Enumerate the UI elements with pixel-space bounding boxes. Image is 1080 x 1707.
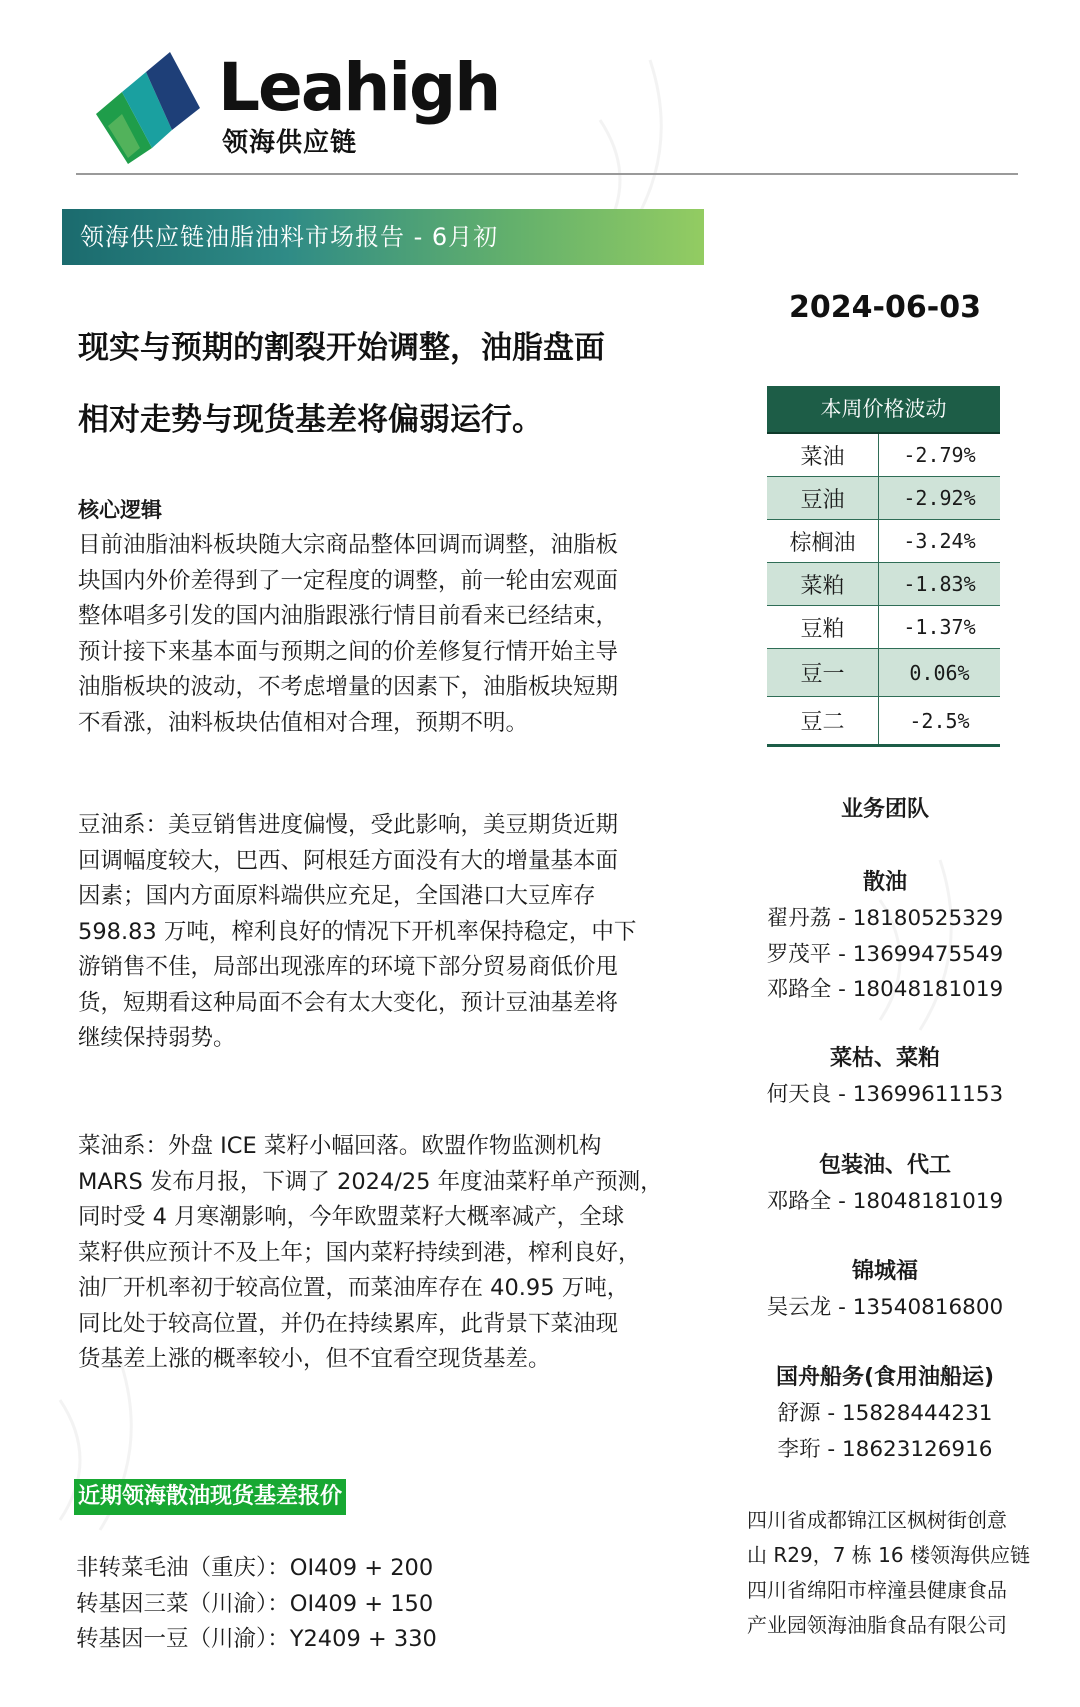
commodity-name: 豆一: [767, 649, 879, 696]
price-change: -2.92%: [903, 486, 976, 510]
team-member: 吴云龙 - 13540816800: [766, 1295, 1004, 1320]
commodity-name: 棕榈油: [767, 520, 879, 562]
text-line: 回调幅度较大，巴西、阿根廷方面没有大的增量基本面: [78, 847, 619, 874]
team-member: 罗茂平 - 13699475549: [766, 941, 1004, 967]
text-line: 继续保持弱势。: [78, 1025, 236, 1051]
core-logic-label: 核心逻辑: [78, 498, 162, 522]
table-row: [767, 434, 1000, 477]
headline-line: 现实与预期的割裂开始调整，油脂盘面: [78, 330, 605, 366]
text-line: 同时受 4 月寒潮影响，今年欧盟菜籽大概率减产，全球: [78, 1204, 625, 1230]
team-group-shipping: [745, 1360, 1025, 1467]
text-line: 目前油脂油料板块随大宗商品整体回调而调整，油脂板: [78, 532, 619, 558]
headline-line: 相对走势与现货基差将偏弱运行。: [78, 402, 543, 438]
core-logic-paragraph: [78, 528, 668, 741]
price-change: -3.24%: [903, 529, 976, 553]
text-line: 因素；国内方面原料端供应充足，全国港口大豆库存: [78, 883, 596, 909]
commodity-name: 菜油: [767, 434, 879, 476]
address-line: 四川省成都锦江区枫树街创意: [747, 1508, 1007, 1532]
text-line: 598.83 万吨，榨利良好的情况下开机率保持稳定，中下: [78, 918, 637, 945]
brand-subtitle: 领海供应链: [222, 128, 358, 158]
price-change: -1.37%: [903, 615, 976, 639]
headline: [78, 312, 678, 456]
text-line: 整体唱多引发的国内油脂跟涨行情目前看来已经结束，: [78, 603, 619, 629]
text-line: 豆油系：美豆销售进度偏慢，受此影响，美豆期货近期: [78, 812, 619, 838]
commodity-name: 豆油: [767, 477, 879, 519]
table-row: [767, 477, 1000, 520]
list-item: 转基因一豆（川渝）：Y2409 + 330: [76, 1626, 437, 1652]
list-item: 非转菜毛油（重庆）：OI409 + 200: [76, 1555, 434, 1581]
table-row: [767, 649, 1000, 697]
team-member: 舒源 - 15828444231: [777, 1401, 993, 1426]
leahigh-logo-icon: [88, 52, 203, 164]
team-group-name: 散油: [862, 870, 907, 895]
address-line: 山 R29，7 栋 16 楼领海供应链: [747, 1543, 1030, 1567]
price-change: 0.06%: [909, 660, 970, 685]
team-group-name: 菜枯、菜粕: [829, 1046, 940, 1071]
text-line: 油脂板块的波动，不考虑增量的因素下，油脂板块短期: [78, 674, 619, 700]
price-table-title: 本周价格波动: [767, 386, 1000, 434]
table-row: [767, 606, 1000, 649]
team-group-bulk-oil: [745, 865, 1025, 1008]
brand-name: Leahigh: [218, 49, 500, 126]
team-group-name: 国舟船务(食用油船运): [775, 1365, 995, 1390]
commodity-name: 豆粕: [767, 606, 879, 648]
price-change: -1.83%: [903, 572, 976, 596]
text-line: 菜籽供应预计不及上年；国内菜籽持续到港，榨利良好，: [78, 1239, 641, 1266]
price-change-table: [767, 386, 1000, 747]
text-line: 游销售不佳，局部出现涨库的环境下部分贸易商低价甩: [78, 954, 619, 980]
text-line: 不看涨，油料板块估值相对合理，预期不明。: [78, 709, 529, 736]
text-line: 货，短期看这种局面不会有太大变化，预计豆油基差将: [78, 989, 619, 1016]
text-line: 菜油系：外盘 ICE 菜籽小幅回落。欧盟作物监测机构: [78, 1133, 602, 1159]
team-group-packaged-oil: [745, 1148, 1025, 1220]
price-change: -2.5%: [909, 708, 970, 733]
list-item: 转基因三菜（川渝）：OI409 + 150: [76, 1590, 434, 1617]
team-group-name: 包装油、代工: [818, 1153, 951, 1178]
team-member: 李珩 - 18623126916: [777, 1436, 993, 1462]
table-row: [767, 520, 1000, 563]
commodity-name: 豆二: [767, 697, 879, 744]
team-member: 翟丹荔 - 18180525329: [766, 906, 1004, 931]
commodity-name: 菜粕: [767, 563, 879, 605]
team-member: 邓路全 - 18048181019: [766, 977, 1004, 1002]
team-member: 邓路全 - 18048181019: [766, 1189, 1004, 1214]
company-address: [747, 1503, 1037, 1643]
team-title: 业务团队: [840, 797, 929, 822]
table-row: [767, 563, 1000, 606]
address-line: 产业园领海油脂食品有限公司: [747, 1613, 1007, 1637]
table-row: [767, 697, 1000, 747]
address-line: 四川省绵阳市梓潼县健康食品: [747, 1578, 1007, 1602]
text-line: 同比处于较高位置，并仍在持续累库，此背景下菜油现: [78, 1310, 619, 1337]
text-line: 油厂开机率初于较高位置，而菜油库存在 40.95 万吨，: [78, 1275, 630, 1301]
team-group-name: 锦城福: [851, 1259, 918, 1284]
team-group-jinchengfu: [745, 1254, 1025, 1326]
text-line: 货基差上涨的概率较小，但不宜看空现货基差。: [78, 1346, 551, 1372]
spot-basis-list: [76, 1551, 437, 1658]
spot-basis-title: 近期领海散油现货基差报价: [74, 1479, 346, 1515]
text-line: MARS 发布月报，下调了 2024/25 年度油菜籽单产预测，: [78, 1168, 663, 1195]
team-member: 何天良 - 13699611153: [766, 1082, 1004, 1107]
report-banner-title: 领海供应链油脂油料市场报告 - 6月初: [80, 223, 499, 251]
report-date: 2024-06-03: [789, 290, 981, 325]
price-change: -2.79%: [903, 443, 976, 467]
text-line: 块国内外价差得到了一定程度的调整，前一轮由宏观面: [78, 567, 619, 594]
soybean-oil-paragraph: [78, 808, 668, 1057]
team-group-meal: [745, 1041, 1025, 1113]
text-line: 预计接下来基本面与预期之间的价差修复行情开始主导: [78, 638, 619, 665]
header-divider: [76, 173, 1018, 175]
rapeseed-oil-paragraph: [78, 1129, 668, 1378]
